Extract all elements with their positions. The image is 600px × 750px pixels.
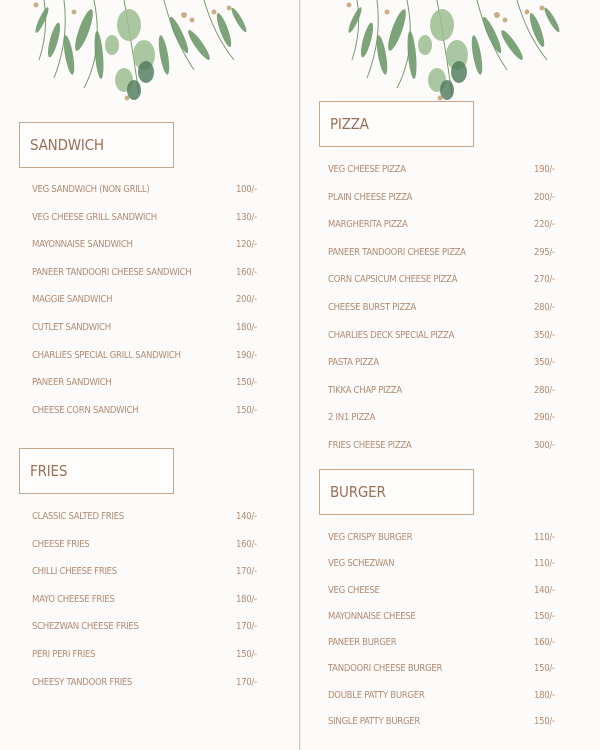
item-price: 350/- — [534, 357, 555, 369]
item-price: 170/- — [236, 621, 257, 633]
item-price: 270/- — [534, 274, 555, 286]
item-price: 170/- — [236, 566, 257, 578]
item-price: 200/- — [534, 191, 555, 203]
item-name: TANDOORI CHEESE BURGER — [328, 663, 443, 675]
item-price: 150/- — [236, 404, 257, 416]
item-name: CHARLIES SPECIAL GRILL SANDWICH — [32, 349, 181, 361]
item-name: SCHEZWAN CHEESE FRIES — [32, 621, 139, 633]
item-price: 180/- — [236, 321, 257, 333]
item-name: 2 IN1 PIZZA — [328, 412, 376, 424]
item-price: 180/- — [236, 593, 257, 605]
item-name: VEG CHEESE GRILL SANDWICH — [32, 211, 157, 223]
item-price: 290/- — [534, 412, 555, 424]
item-price: 280/- — [534, 384, 555, 396]
item-name: VEG SANDWICH (NON GRILL) — [32, 184, 150, 195]
item-price: 160/- — [236, 538, 257, 550]
item-price: 150/- — [534, 663, 555, 675]
item-name: VEG CHEESE PIZZA — [328, 164, 406, 175]
pizza-section-heading — [319, 101, 474, 147]
item-name: CHEESE FRIES — [32, 538, 90, 550]
item-name: PERI PERI FRIES — [32, 648, 96, 660]
item-price: 190/- — [534, 164, 555, 175]
item-name: TIKKA CHAP PIZZA — [328, 384, 402, 396]
item-name: MARGHERITA PIZZA — [328, 219, 408, 231]
item-name: CORN CAPSICUM CHEESE PIZZA — [328, 274, 458, 286]
eucalyptus-foliage-decoration — [337, 0, 567, 110]
item-name: PANEER BURGER — [328, 637, 397, 649]
item-price: 350/- — [534, 329, 555, 341]
item-price: 140/- — [534, 584, 555, 596]
item-price: 295/- — [534, 246, 555, 258]
item-name: VEG CHEESE — [328, 584, 380, 596]
item-price: 120/- — [236, 239, 257, 251]
sandwich-section-heading — [19, 122, 174, 168]
item-price: 150/- — [534, 716, 555, 728]
item-name: PLAIN CHEESE PIZZA — [328, 191, 413, 203]
item-name: MAYONNAISE CHEESE — [328, 610, 416, 622]
item-price: 160/- — [534, 637, 555, 649]
item-name: PASTA PIZZA — [328, 357, 379, 369]
item-name: CHARLIES DECK SPECIAL PIZZA — [328, 329, 455, 341]
fries-section-heading — [19, 448, 174, 494]
item-name: MAYONNAISE SANDWICH — [32, 239, 133, 251]
item-name: CHEESE BURST PIZZA — [328, 301, 416, 313]
item-price: 150/- — [236, 648, 257, 660]
item-price: 200/- — [236, 294, 257, 306]
item-price: 130/- — [236, 211, 257, 223]
item-name: MAYO CHEESE FRIES — [32, 593, 115, 605]
item-name: MAGGIE SANDWICH — [32, 294, 113, 306]
item-price: 190/- — [236, 349, 257, 361]
burger-section-heading — [319, 469, 474, 515]
item-price: 100/- — [236, 184, 257, 195]
item-name: FRIES CHEESE PIZZA — [328, 439, 412, 451]
item-price: 150/- — [236, 377, 257, 389]
item-price: 160/- — [236, 266, 257, 278]
item-price: 220/- — [534, 219, 555, 231]
item-price: 110/- — [534, 558, 555, 570]
burger-heading-text: BURGER — [330, 483, 386, 501]
item-name: CLASSIC SALTED FRIES — [32, 511, 124, 522]
pizza-heading-text: PIZZA — [330, 115, 369, 133]
item-price: 110/- — [534, 532, 555, 543]
item-name: DOUBLE PATTY BURGER — [328, 689, 425, 701]
item-price: 300/- — [534, 439, 555, 451]
item-price: 170/- — [236, 676, 257, 688]
item-name: PANEER SANDWICH — [32, 377, 112, 389]
item-price: 280/- — [534, 301, 555, 313]
menu-page-right — [301, 0, 600, 750]
item-name: PANEER TANDOORI CHEESE PIZZA — [328, 246, 466, 258]
eucalyptus-foliage-decoration — [24, 0, 254, 110]
item-price: 150/- — [534, 610, 555, 622]
fries-heading-text: FRIES — [30, 462, 68, 480]
sandwich-heading-text: SANDWICH — [30, 136, 104, 154]
item-price: 180/- — [534, 689, 555, 701]
item-name: PANEER TANDOORI CHEESE SANDWICH — [32, 266, 192, 278]
item-name: VEG SCHEZWAN — [328, 558, 395, 570]
item-price: 140/- — [236, 511, 257, 522]
item-name: CUTLET SANDWICH — [32, 321, 111, 333]
item-name: CHEESE CORN SANDWICH — [32, 404, 139, 416]
item-name: CHILLI CHEESE FRIES — [32, 566, 117, 578]
item-name: CHEESY TANDOOR FRIES — [32, 676, 133, 688]
item-name: VEG CRISPY BURGER — [328, 532, 413, 543]
item-name: SINGLE PATTY BURGER — [328, 716, 421, 728]
